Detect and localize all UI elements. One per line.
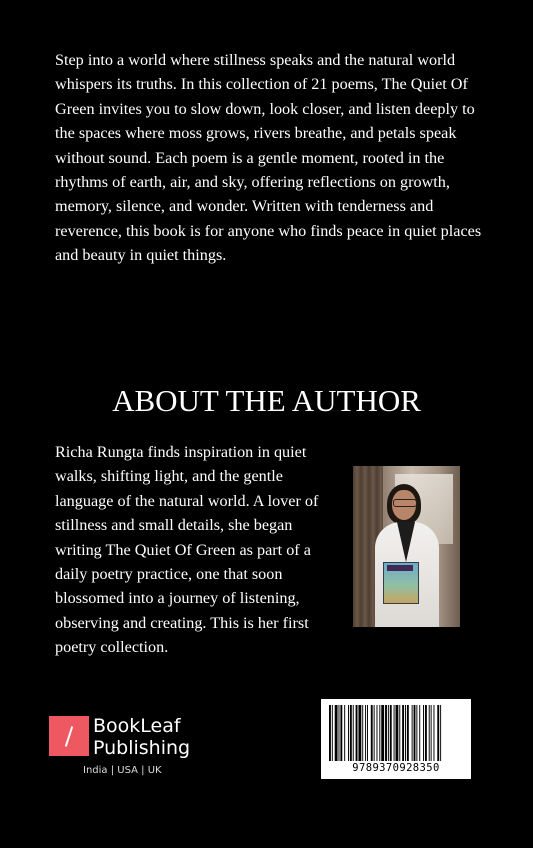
barcode-bar <box>374 705 375 761</box>
barcode-bar <box>437 705 439 761</box>
barcode-bar <box>431 705 432 761</box>
barcode-bar <box>405 705 406 761</box>
barcode-bar <box>365 705 366 761</box>
barcode-bar <box>339 705 340 761</box>
barcode-bar <box>412 705 413 761</box>
author-photo <box>353 466 460 627</box>
barcode-bar <box>371 705 373 761</box>
barcode-bar <box>379 705 380 761</box>
about-author-heading: ABOUT THE AUTHOR <box>112 383 421 418</box>
barcode-bar <box>434 705 435 761</box>
barcode-bar <box>350 705 352 761</box>
barcode-bar <box>344 705 345 761</box>
barcode-bar <box>402 705 404 761</box>
barcode-bar <box>394 705 395 761</box>
barcode-bar <box>416 705 417 761</box>
barcode-bar <box>348 705 349 761</box>
barcode-bar <box>377 705 378 761</box>
barcode-bar <box>358 705 361 761</box>
barcode-bar <box>332 705 333 761</box>
barcode-bar <box>356 705 358 761</box>
barcode-bar <box>390 705 392 761</box>
barcode-bar <box>429 705 430 761</box>
barcode-bars-icon <box>329 705 463 761</box>
barcode-bar <box>385 705 387 761</box>
barcode-bar <box>396 705 399 761</box>
barcode-bar <box>367 705 368 761</box>
barcode-bar <box>329 705 331 761</box>
barcode-bar <box>362 705 363 761</box>
barcode-bar <box>335 705 338 761</box>
barcode-bar <box>419 705 420 761</box>
barcode-bar <box>353 705 354 761</box>
publisher-logo-icon <box>49 716 89 756</box>
barcode-bar <box>340 705 342 761</box>
isbn-barcode <box>321 699 471 779</box>
publisher-regions: India | USA | UK <box>83 765 162 776</box>
author-bio: Richa Rungta finds inspiration in quiet walks, shifting light, and the gentle language of the natural world. A lover of stillness and small details, she began writing The Quiet Of Green as part of a daily poetry practice, one that soon blossomed into a journey of listening, observing and creating. This is her first poetry collection. <box>55 443 319 657</box>
book-description: Step into a world where stillness speaks and the natural world whispers its truths. In this collection of 21 poems, The Quiet Of Green invites you to slow down, look closer, and listen deeply to the spaces where moss grows, rivers breathe, and petals speak without sound. Each poem is a gentle moment, rooted in the rhythms of earth, air, and sky, offering reflections on growth, memory, silence, and wonder. Written with tenderness and reverence, this book is for anyone who finds peace in quiet places and beauty in quiet things. <box>55 51 482 265</box>
publisher-name-line1: BookLeaf <box>93 715 181 737</box>
barcode-bar <box>423 705 424 761</box>
barcode-bar <box>381 705 384 761</box>
barcode-bar <box>407 705 409 761</box>
barcode-bar <box>414 705 416 761</box>
publisher-name-line2: Publishing <box>93 737 191 759</box>
isbn-number: 9789370928350 <box>352 762 440 774</box>
barcode-bar <box>399 705 400 761</box>
barcode-bar <box>425 705 427 761</box>
barcode-bar <box>388 705 389 761</box>
barcode-bar <box>440 705 441 761</box>
